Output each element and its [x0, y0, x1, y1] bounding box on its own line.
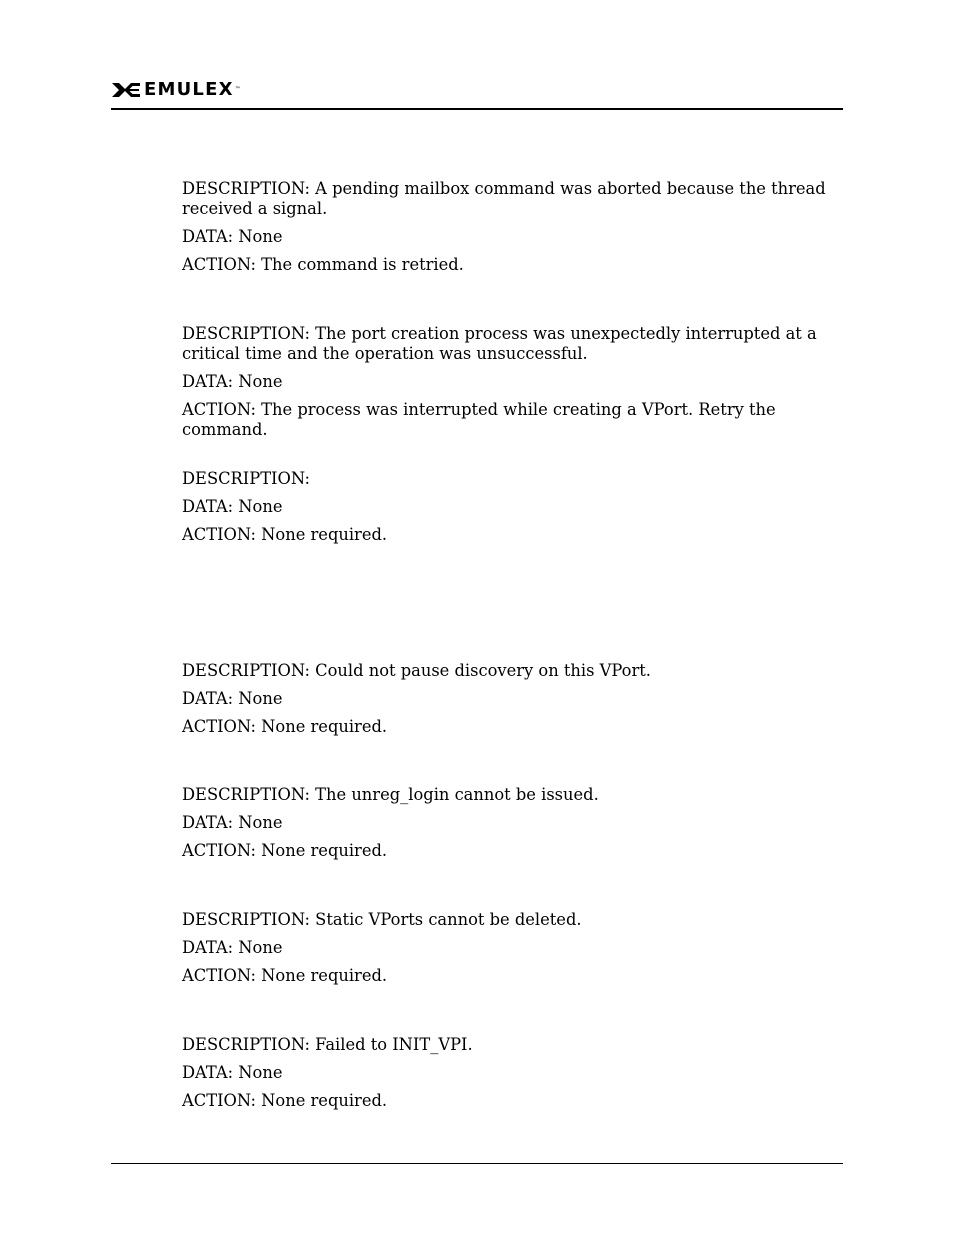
- entry-data: DATA: None: [182, 1063, 283, 1082]
- entry-description: DESCRIPTION: The port creation process was unexpectedly interrupted at a critical time and the operation was unsuccessful.: [182, 324, 817, 363]
- entry-data: DATA: None: [182, 372, 283, 391]
- entry-action: ACTION: The process was interrupted while creating a VPort. Retry the command.: [182, 400, 776, 439]
- emulex-logo-icon: [111, 81, 141, 99]
- log-entry: [182, 785, 847, 861]
- header-rule: [111, 108, 843, 110]
- entry-description: DESCRIPTION: The unreg_login cannot be issued.: [182, 785, 599, 804]
- entry-action: ACTION: The command is retried.: [182, 255, 464, 274]
- entry-action: ACTION: None required.: [182, 525, 388, 544]
- entry-data: DATA: None: [182, 813, 283, 832]
- entry-data: DATA: None: [182, 227, 283, 246]
- emulex-logo: [111, 81, 241, 99]
- entry-description: DESCRIPTION: Static VPorts cannot be deleted.: [182, 910, 582, 929]
- entry-action: ACTION: None required.: [182, 841, 388, 860]
- log-entry: [182, 469, 847, 545]
- footer-rule: [111, 1163, 843, 1164]
- entry-data: DATA: None: [182, 689, 283, 708]
- trademark-symbol: ™: [234, 86, 241, 93]
- entry-action: ACTION: None required.: [182, 966, 388, 985]
- brand-name: EMULEX: [144, 79, 234, 100]
- entry-data: DATA: None: [182, 497, 283, 516]
- log-entry: [182, 1035, 847, 1111]
- entry-action: ACTION: None required.: [182, 1091, 388, 1110]
- log-entry: [182, 910, 847, 986]
- entry-data: DATA: None: [182, 938, 283, 957]
- entry-description: DESCRIPTION:: [182, 469, 310, 488]
- log-entry: [182, 179, 847, 275]
- entry-description: DESCRIPTION: Could not pause discovery on this VPort.: [182, 661, 651, 680]
- entry-description: DESCRIPTION: Failed to INIT_VPI.: [182, 1035, 473, 1054]
- log-entry: [182, 324, 847, 440]
- entry-description: DESCRIPTION: A pending mailbox command was aborted because the thread received a signal.: [182, 179, 826, 218]
- log-entry: [182, 661, 847, 737]
- entry-action: ACTION: None required.: [182, 717, 388, 736]
